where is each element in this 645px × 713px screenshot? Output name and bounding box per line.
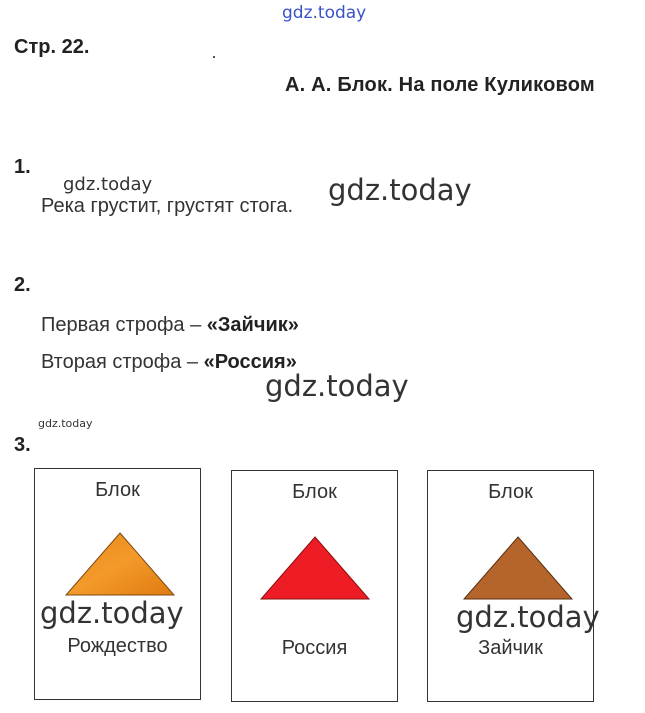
- card-author: Блок: [95, 479, 140, 501]
- card-label: Рождество: [67, 635, 168, 657]
- question-2-number: 2.: [14, 274, 31, 296]
- header-watermark: gdz.today: [282, 3, 367, 23]
- question-3-number: 3.: [14, 434, 31, 456]
- page-reference: Стр. 22.: [14, 36, 90, 58]
- second-stanza-label: Вторая строфа –: [41, 351, 204, 373]
- watermark: gdz.today: [265, 369, 409, 403]
- card-author: Блок: [488, 481, 533, 503]
- first-stanza-value: «Зайчик»: [206, 314, 299, 336]
- triangle-icon: [259, 535, 371, 601]
- question-1-number: 1.: [14, 156, 31, 178]
- model-card-rossiya: [231, 470, 398, 702]
- page-title: А. А. Блок. На поле Куликовом: [285, 74, 595, 96]
- model-card-zaichik: [427, 470, 594, 702]
- card-author: Блок: [292, 481, 337, 503]
- model-card-rozhdestvo: [34, 468, 201, 700]
- watermark: gdz.today: [40, 596, 184, 630]
- watermark: gdz.today: [38, 417, 93, 430]
- first-stanza-label: Первая строфа –: [41, 314, 207, 336]
- card-label: Россия: [281, 637, 348, 659]
- second-stanza-value: «Россия»: [203, 351, 297, 373]
- question-2-line-1: [41, 314, 299, 337]
- triangle-icon: [64, 531, 176, 597]
- watermark: gdz.today: [456, 600, 600, 634]
- triangle-icon: [462, 535, 574, 601]
- dot-mark: [213, 56, 215, 58]
- watermark: gdz.today: [328, 173, 472, 207]
- question-2-line-2: [41, 351, 297, 374]
- card-label: Зайчик: [478, 637, 543, 659]
- question-1-answer: Река грустит, грустят стога.: [41, 195, 294, 217]
- watermark: gdz.today: [63, 174, 153, 195]
